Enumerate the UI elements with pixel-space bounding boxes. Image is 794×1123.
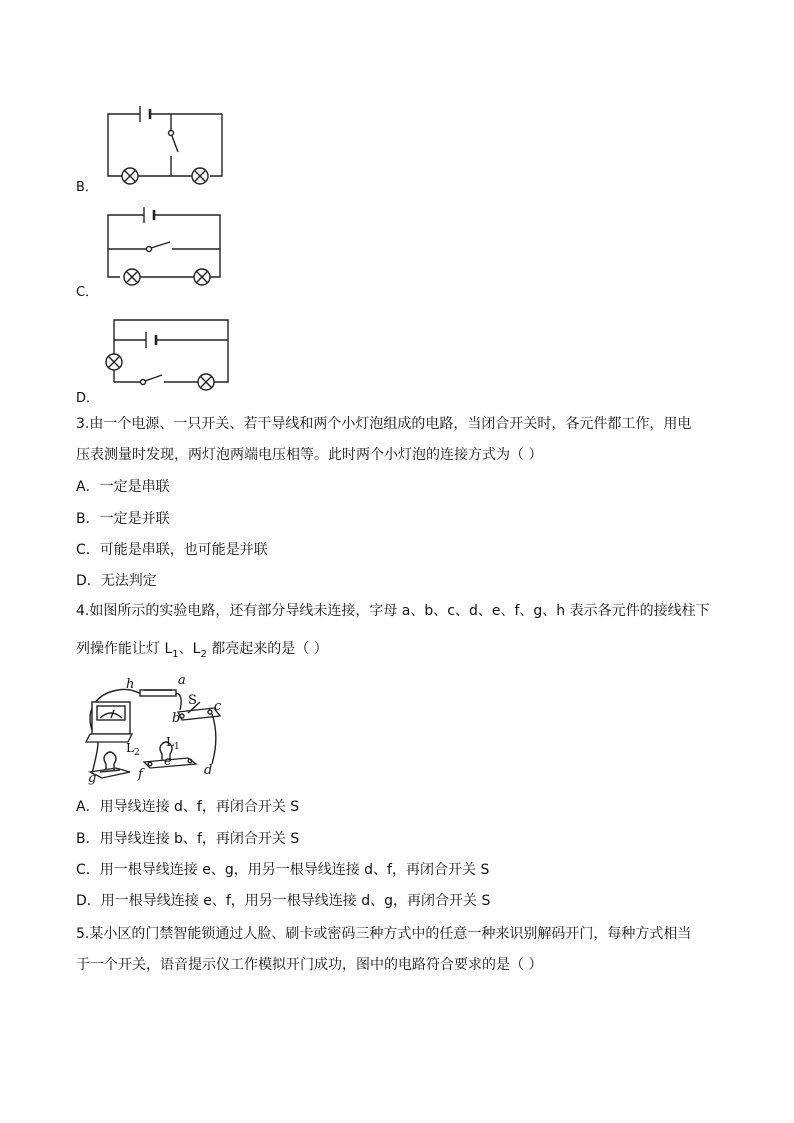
q3-option-d: D．无法判定 [76, 573, 157, 589]
option-d-label: D． [76, 391, 100, 406]
q4-stem-line1: 4.如图所示的实验电路，还有部分导线未连接，字母 a、b、c、d、e、f、g、h 表示各元件的接线柱下 [76, 603, 710, 619]
option-b-label: B． [76, 180, 98, 195]
q5-stem-line2: 于一个开关，语音提示仪工作模拟开门成功，图中的电路符合要求的是（ ） [76, 957, 543, 973]
q4-stem-line2: 列操作能让灯 $L_1$、$L_2$ 都亮起来的是（ ） [76, 641, 328, 660]
q3-option-c: C．可能是串联，也可能是并联 [76, 542, 268, 558]
fig-label-l2: $L_2$ [126, 741, 140, 758]
q4-option-d: D．用一根导线连接 e、f，用另一根导线连接 d、g，再闭合开关 S [76, 893, 491, 909]
circuit-diagram-b [100, 100, 230, 190]
q4-experiment-figure [78, 672, 238, 784]
q5-stem-line1: 5.某小区的门禁智能锁通过人脸、刷卡或密码三种方式中的任意一种来识别解码开门，每种方式相当 [76, 926, 692, 942]
option-c-label: C． [76, 285, 99, 300]
q3-option-a: A．一定是串联 [76, 479, 170, 495]
fig-label-g: g [88, 771, 97, 786]
q3-stem-line2: 压表测量时发现，两灯泡两端电压相等。此时两个小灯泡的连接方式为（ ） [76, 447, 543, 463]
fig-label-c: c [214, 699, 222, 714]
q4-option-b: B．用导线连接 b、f，再闭合开关 S [76, 831, 300, 847]
q3-option-b: B．一定是并联 [76, 511, 170, 527]
circuit-diagram-d [100, 312, 235, 392]
fig-label-s: S [188, 693, 197, 708]
q3-stem-line1: 3.由一个电源、一只开关、若干导线和两个小灯泡组成的电路，当闭合开关时，各元件都工作，用电 [76, 416, 692, 432]
fig-label-f: f [138, 767, 143, 782]
fig-label-a: a [178, 673, 186, 688]
circuit-diagram-c [100, 205, 230, 295]
fig-label-d: d [204, 763, 213, 778]
fig-label-e: e [164, 754, 172, 769]
fig-label-l1: $L_1$ [166, 735, 180, 752]
q4-option-a: A．用导线连接 d、f，再闭合开关 S [76, 799, 300, 815]
q4-option-c: C．用一根导线连接 e、g，用另一根导线连接 d、f，再闭合开关 S [76, 862, 490, 878]
fig-label-h: h [126, 677, 135, 692]
fig-label-b: b [172, 711, 181, 726]
